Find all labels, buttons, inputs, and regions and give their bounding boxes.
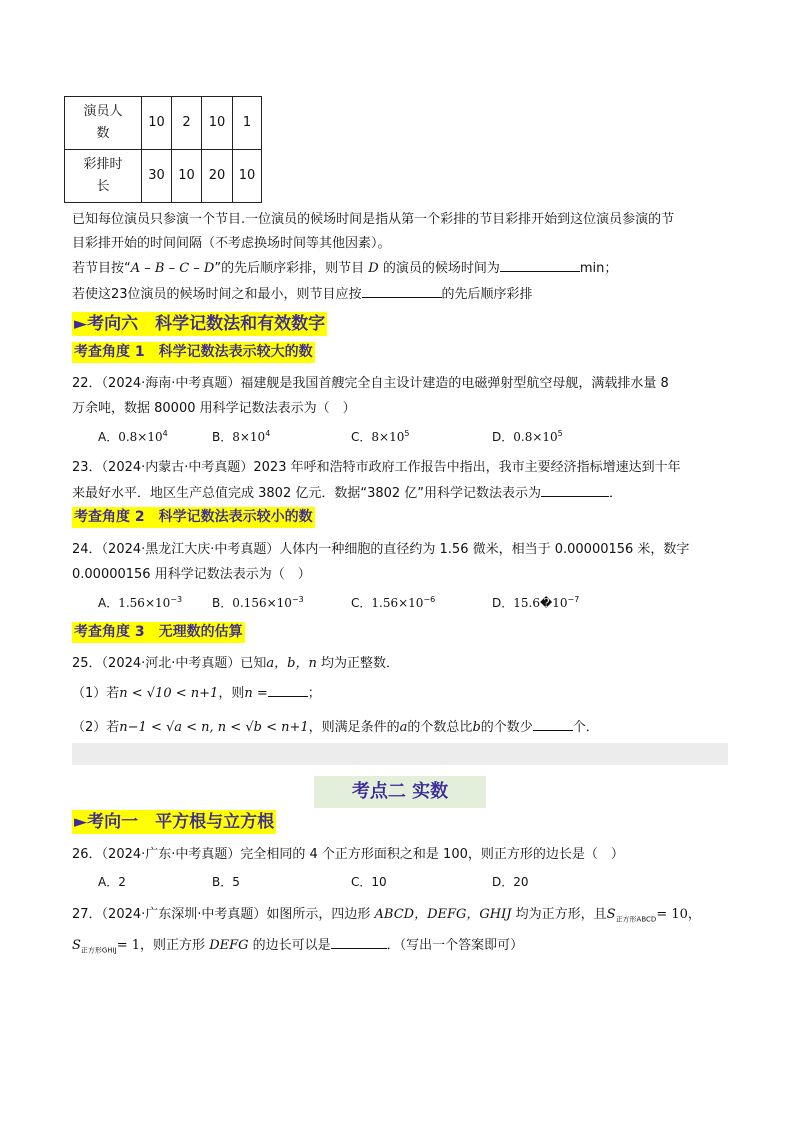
angle-heading: 考查角度 2 科学记数法表示较小的数	[72, 507, 315, 528]
option-value: 0.156×10	[232, 596, 292, 610]
text: ．（写出一个答案即可）	[386, 938, 524, 953]
table-cell: 10	[142, 97, 172, 150]
answer-blank[interactable]	[533, 716, 573, 731]
math-value: = 1	[116, 938, 141, 953]
option-d[interactable]	[492, 428, 563, 445]
math-variable: DEFG	[209, 938, 249, 953]
row-header	[65, 97, 142, 150]
text: 的先后顺序彩排	[441, 287, 533, 302]
option-letter: B．	[212, 596, 233, 610]
option-value: 8×10	[232, 430, 266, 444]
exponent: 5	[557, 429, 563, 438]
table-cell: 20	[202, 150, 233, 203]
text: ”的先后顺序彩排，则节目	[214, 261, 365, 276]
option-d[interactable]	[492, 594, 579, 611]
option-b[interactable]: B．5	[212, 875, 240, 889]
option-value: 0.8×10	[513, 430, 558, 444]
section-heading: ►考向六 科学记数法和有效数字	[74, 314, 326, 334]
exponent: −6	[423, 595, 436, 604]
text: 来最好水平．地区生产总值完成 3802 亿元．数据“3802 亿”用科学记数法表示为	[72, 486, 542, 501]
option-a[interactable]	[98, 594, 182, 611]
kaodian-title: 考点二 实数	[314, 776, 486, 808]
option-letter: A．	[98, 596, 119, 610]
row-header-line: 彩排时	[83, 157, 123, 172]
option-letter: D．	[492, 430, 514, 444]
q22-line-2: 万余吨，数据 80000 用科学记数法表示为（ ）	[72, 401, 356, 416]
math-variable: a	[399, 720, 408, 735]
option-letter: D．	[492, 596, 514, 610]
math-shapes: ABCD，DEFG，GHIJ	[374, 907, 512, 922]
q25-line-1	[72, 652, 399, 671]
subscript: 正方形GHIJ	[80, 946, 117, 955]
subscript: 正方形ABCD	[615, 915, 657, 924]
option-a[interactable]: A．2	[98, 875, 126, 889]
table-cell: 10	[233, 150, 262, 203]
intro-question-1	[72, 257, 617, 276]
option-letter: A．	[98, 430, 119, 444]
q27-line-1: 27．（2024·广东深圳·中考真题）如图所示，四边形 ABCD，DEFG，GHIJ 均为正方形，且$S_{正方形ABCD}= 10$，	[72, 907, 701, 924]
math-value: = 10	[656, 907, 688, 922]
option-value: 0.8×10	[118, 430, 163, 444]
text: ．	[609, 486, 623, 501]
table-cell: 1	[233, 97, 262, 150]
option-c[interactable]: C．10	[351, 875, 387, 889]
text: 若节目按“	[72, 261, 131, 276]
row-header-line: 长	[96, 179, 110, 194]
q22-line-1: 22．（2024·海南·中考真题）福建舰是我国首艘完全自主设计建造的电磁弹射型航空母舰，满载排水量 8	[72, 376, 669, 391]
table-cell: 10	[202, 97, 233, 150]
text: 个．	[572, 720, 599, 735]
option-value: 15.6�10	[513, 596, 568, 610]
q23-line-2	[72, 482, 622, 501]
math-variable: b	[472, 720, 481, 735]
table-cell: 30	[142, 150, 172, 203]
answer-blank[interactable]	[541, 482, 609, 497]
exponent: 5	[404, 429, 410, 438]
text: （1）若	[72, 686, 120, 701]
exponent: −3	[291, 595, 304, 604]
text: 的边长可以是	[252, 938, 331, 953]
intro-line-2: 目彩排开始的时间间隔（不考虑换场时间等其他因素）。	[72, 236, 391, 251]
q27-line-2	[72, 934, 523, 956]
exponent: 4	[265, 429, 271, 438]
math-symbol: S	[72, 938, 81, 953]
option-b[interactable]	[212, 428, 270, 445]
option-letter: B．	[212, 430, 233, 444]
option-letter: C．	[351, 430, 372, 444]
table-row	[65, 97, 262, 150]
option-a[interactable]	[98, 428, 168, 445]
option-d[interactable]: D．20	[492, 875, 529, 889]
row-header	[65, 150, 142, 203]
option-c[interactable]	[351, 594, 435, 611]
answer-blank[interactable]	[362, 283, 442, 298]
section-divider	[72, 743, 728, 765]
math-inequality: n−1 < √a < n, n < √b < n+1	[119, 720, 309, 735]
row-header-line: 演员人	[83, 104, 123, 119]
text: 均为正方形，且	[515, 907, 607, 922]
math-variable: n =	[244, 686, 268, 701]
math-variables: a，b，n	[266, 656, 317, 671]
exponent: 4	[162, 429, 168, 438]
text: 的个数总比	[407, 720, 473, 735]
intro-question-2	[72, 283, 533, 302]
math-variable: D	[368, 261, 379, 276]
option-value: 8×10	[371, 430, 405, 444]
math-expression: A – B – C – D	[130, 261, 215, 276]
math-inequality: n < √10 < n+1	[119, 686, 219, 701]
text: 的个数少	[480, 720, 533, 735]
text: min；	[579, 261, 618, 276]
section-heading: ►考向一 平方根与立方根	[74, 812, 275, 832]
table-row	[65, 150, 262, 203]
intro-line-1: 已知每位演员只参演一个节目.一位演员的候场时间是指从第一个彩排的节目彩排开始到这位演员参演的节	[72, 212, 675, 227]
text: （2）若	[72, 720, 120, 735]
q25-part-1	[72, 682, 321, 701]
angle-heading: 考查角度 1 科学记数法表示较大的数	[72, 342, 315, 363]
q23-line-1: 23．（2024·内蒙古·中考真题）2023 年呼和浩特市政府工作报告中指出，我市主要经济指标增速达到十年	[72, 460, 681, 475]
row-header-line: 数	[96, 126, 110, 141]
text: ，则	[218, 686, 245, 701]
text: ；	[307, 686, 321, 701]
math-symbol: S	[606, 907, 616, 922]
option-b[interactable]	[212, 594, 304, 611]
answer-blank[interactable]	[268, 682, 308, 697]
table-cell: 2	[172, 97, 202, 150]
q24-line-1: 24．（2024·黑龙江大庆·中考真题）人体内一种细胞的直径约为 1.56 微米，相当于 0.00000156 米，数字	[72, 542, 690, 557]
text: 25．（2024·河北·中考真题）已知	[72, 656, 267, 671]
option-value: 1.56×10	[371, 596, 424, 610]
option-c[interactable]	[351, 428, 409, 445]
text: ，则满足条件的	[308, 720, 400, 735]
exponent: −3	[170, 595, 183, 604]
option-value: 1.56×10	[118, 596, 171, 610]
text: 27．（2024·广东深圳·中考真题）如图所示，四边形	[72, 907, 371, 922]
text: 若使这23位演员的候场时间之和最小，则节目应按	[72, 287, 362, 302]
option-letter: C．	[351, 596, 372, 610]
q25-part-2	[72, 716, 599, 735]
text: 均为正整数．	[321, 656, 400, 671]
answer-blank[interactable]	[500, 257, 580, 272]
answer-blank[interactable]	[331, 934, 387, 949]
rehearsal-table	[64, 96, 262, 203]
table-cell: 10	[172, 150, 202, 203]
q26-line-1: 26．（2024·广东·中考真题）完全相同的 4 个正方形面积之和是 100，则正方形的边长是（ ）	[72, 847, 624, 862]
angle-heading: 考查角度 3 无理数的估算	[72, 622, 245, 643]
q24-line-2: 0.00000156 用科学记数法表示为（ ）	[72, 567, 311, 582]
text: ，则正方形	[140, 938, 206, 953]
text: 的演员的候场时间为	[382, 261, 500, 276]
exponent: −7	[567, 595, 580, 604]
